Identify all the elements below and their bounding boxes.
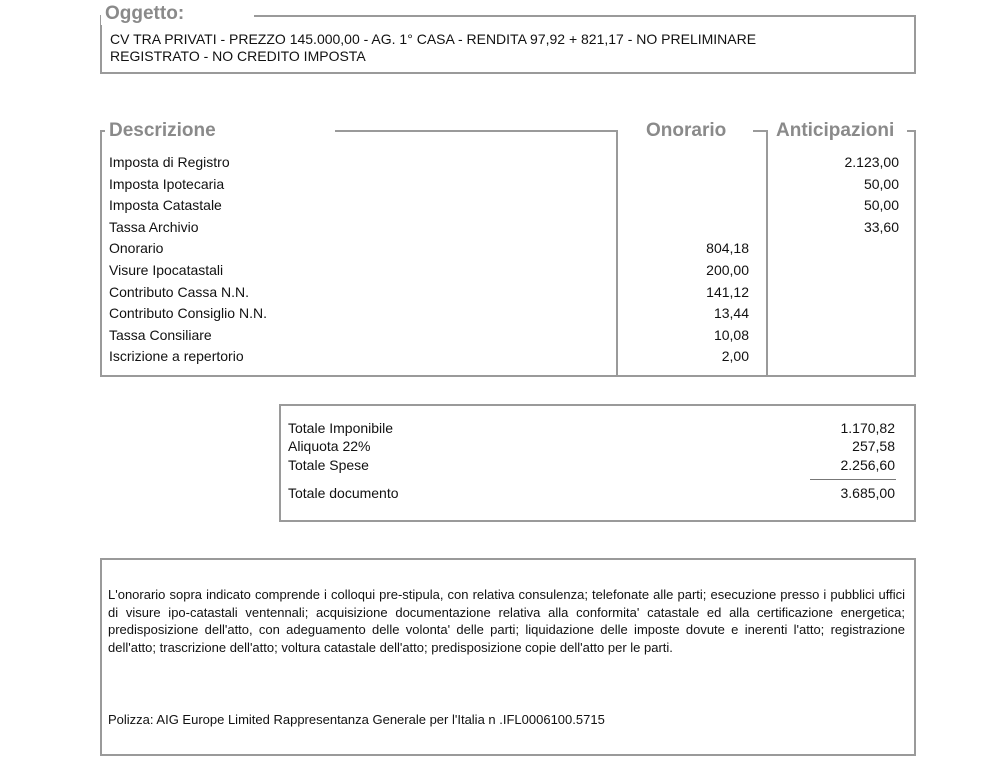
totale-documento-label: Totale documento: [288, 485, 399, 501]
table-row-onorario: [620, 195, 749, 217]
polizza-text: Polizza: AIG Europe Limited Rappresentanza Generale per l'Italia n .IFL0006100.5715: [108, 712, 605, 727]
table-row-onorario: 804,18: [706, 240, 749, 257]
table-row-desc: Imposta Catastale: [109, 197, 222, 214]
table-row-anticipazioni: [770, 260, 899, 282]
table-row-onorario: 141,12: [706, 283, 749, 300]
anticipazioni-column: [770, 152, 899, 368]
totale-documento-value: 3.685,00: [840, 485, 895, 501]
totale-spese-label: Totale Spese: [288, 457, 369, 473]
table-row-anticipazioni: [770, 238, 899, 260]
table-row-desc: Visure Ipocatastali: [109, 261, 224, 278]
table-row-desc: Tassa Consiliare: [109, 326, 212, 343]
table-row-anticipazioni: [770, 346, 899, 368]
table-row-anticipazioni: 33,60: [863, 218, 899, 235]
table-top-border-middle: [335, 130, 618, 132]
table-row-onorario: [620, 217, 749, 239]
notes-text: L'onorario sopra indicato comprende i colloqui pre-stipula, con relativa consulenza; telefonate alle parti; esecuzione presso i pubblici uffici di visure ipo-catastali ventennali; acquisizione documentazione relativa alla conformita' catastale ed alla certificazione energetica; predisposizione dell'atto, con adeguamento delle volonta' delle parti; liquidazione delle imposte dovute e inerenti l'atto; registrazione dell'atto; trascrizione dell'atto; voltura catastale dell'atto; predisposizione copie dell'atto per le parti.: [108, 587, 905, 655]
descrizione-header: Descrizione: [105, 120, 220, 142]
onorario-header: Onorario: [642, 120, 730, 142]
table-row-anticipazioni: 50,00: [863, 197, 899, 214]
table-row-anticipazioni: [770, 325, 899, 347]
oggetto-line-2: REGISTRATO - NO CREDITO IMPOSTA: [110, 48, 366, 64]
oggetto-label: Oggetto:: [101, 3, 254, 25]
table-row-onorario: 13,44: [713, 305, 749, 322]
table-row-desc: Contributo Cassa N.N.: [109, 283, 250, 300]
oggetto-line-1: CV TRA PRIVATI - PREZZO 145.000,00 - AG. 1° CASA - RENDITA 97,92 + 821,17 - NO PRELIMINARE: [110, 31, 757, 47]
totale-imponibile-label: Totale Imponibile: [288, 420, 394, 436]
anticipazioni-header: Anticipazioni: [772, 120, 898, 142]
totale-imponibile-value: 1.170,82: [840, 420, 895, 436]
onorario-column: [620, 152, 749, 368]
table-row-desc: Onorario: [109, 240, 164, 257]
table-row-onorario: 200,00: [706, 261, 749, 278]
table-row-anticipazioni: [770, 303, 899, 325]
totale-spese-value: 2.256,60: [840, 457, 895, 473]
table-row-anticipazioni: 2.123,00: [844, 154, 899, 170]
descrizione-column: [109, 152, 609, 368]
aliquota-label: Aliquota 22%: [288, 438, 371, 454]
anticipazioni-column-divider: [766, 130, 768, 377]
table-row-desc: Imposta Ipotecaria: [109, 175, 225, 192]
table-row-desc: Iscrizione a repertorio: [109, 348, 244, 365]
aliquota-value: 257,58: [852, 438, 895, 454]
totals-divider: [810, 479, 896, 480]
table-row-onorario: [620, 152, 749, 174]
table-row-desc: Imposta di Registro: [109, 154, 230, 170]
table-row-anticipazioni: [770, 282, 899, 304]
table-row-onorario: 2,00: [721, 348, 749, 365]
table-row-desc: Tassa Archivio: [109, 218, 199, 235]
table-row-onorario: [620, 174, 749, 196]
table-row-desc: Contributo Consiglio N.N.: [109, 305, 267, 322]
table-row-onorario: 10,08: [713, 326, 749, 343]
table-top-border-right: [907, 130, 916, 132]
onorario-column-divider: [616, 130, 618, 377]
table-row-anticipazioni: 50,00: [863, 175, 899, 192]
